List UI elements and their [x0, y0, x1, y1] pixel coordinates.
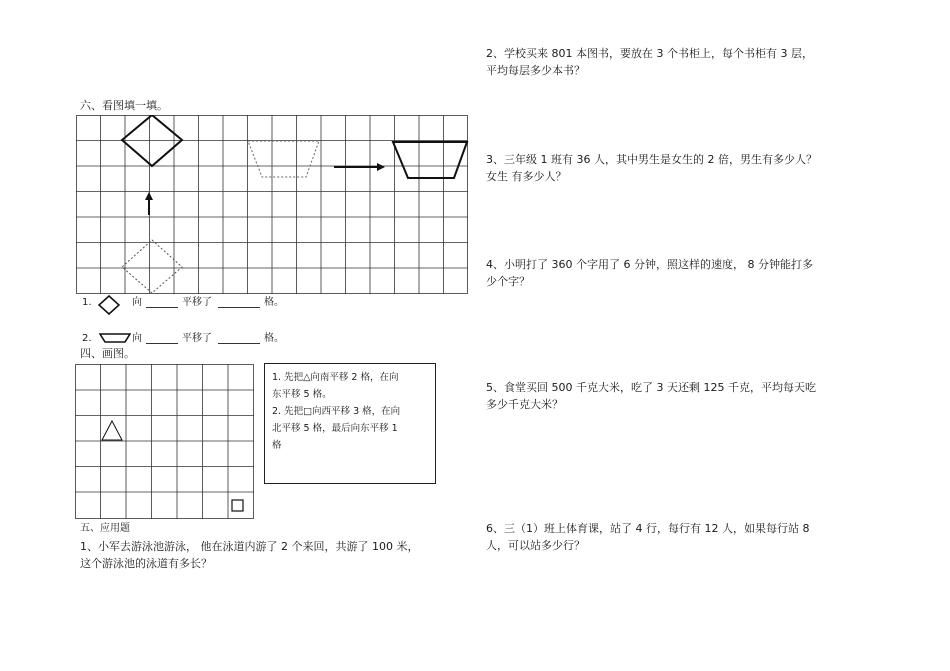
q2-line1: 2、学校买来 801 本图书，要放在 3 个书柜上，每个书柜有 3 层， [486, 47, 813, 60]
fill-row2-direction: 向 [132, 333, 142, 344]
right-arrow-icon [334, 163, 385, 171]
fill-row2-direction-blank[interactable] [146, 334, 178, 344]
instr-line-3: 2. 先把□向西平移 3 格，在向 [272, 406, 401, 417]
q4-line2: 少个字？ [486, 275, 530, 288]
q5-line1: 5、食堂买回 500 千克大米，吃了 3 天还剩 125 千克，平均每天吃 [486, 381, 816, 394]
fill-row2-shift: 平移了 [182, 333, 212, 344]
q3-line1: 3、三年级 1 班有 36 人，其中男生是女生的 2 倍，男生有多少人？ [486, 153, 817, 166]
q6-line2: 人，可以站多少行？ [486, 539, 585, 552]
fill-row2-count-blank[interactable] [218, 334, 260, 344]
q3-line2: 女生 有多少人？ [486, 170, 567, 183]
trapezoid-icon [99, 332, 131, 344]
trapezoid-solid-shape [393, 142, 467, 178]
trapezoid-dotted-shape [248, 141, 319, 177]
section5-heading: 五、应用题 [80, 523, 130, 534]
square-shape [232, 500, 243, 511]
section6-heading: 六、看图填一填。 [80, 99, 168, 112]
instr-line-2: 东平移 5 格。 [272, 389, 332, 400]
fill-row1-shift: 平移了 [182, 297, 212, 308]
section4-heading: 四、画图。 [80, 347, 135, 360]
diamond-icon [98, 295, 120, 315]
diamond-dotted-shape [122, 240, 182, 293]
q5-line2: 多少千克大米？ [486, 398, 563, 411]
fill-row2-number: 2. [82, 333, 92, 344]
fill-row1-number: 1. [82, 297, 92, 308]
triangle-shape [102, 421, 122, 440]
fill-row2-unit: 格。 [264, 333, 284, 344]
instr-line-5: 格 [272, 440, 282, 451]
fill-row1-direction: 向 [132, 297, 142, 308]
up-arrow-icon [145, 192, 153, 215]
translation-grid [76, 115, 469, 295]
s5-q1-line2: 这个游泳池的泳道有多长？ [80, 557, 212, 570]
fill-row1-direction-blank[interactable] [146, 298, 178, 308]
q4-line1: 4、小明打了 360 个字用了 6 分钟，照这样的速度， 8 分钟能打多 [486, 258, 813, 271]
q6-line1: 6、三（1）班上体育课，站了 4 行，每行有 12 人，如果每行站 8 [486, 522, 810, 535]
s5-q1-line1: 1、小军去游泳池游泳， 他在泳道内游了 2 个来回，共游了 100 米， [80, 540, 419, 553]
q2-line2: 平均每层多少本书？ [486, 64, 585, 77]
instr-line-4: 北平移 5 格，最后向东平移 1 [272, 423, 398, 434]
fill-row1-count-blank[interactable] [218, 298, 260, 308]
fill-row1-unit: 格。 [264, 297, 284, 308]
instr-line-1: 1. 先把△向南平移 2 格，在向 [272, 372, 399, 383]
drawing-grid [75, 364, 255, 520]
